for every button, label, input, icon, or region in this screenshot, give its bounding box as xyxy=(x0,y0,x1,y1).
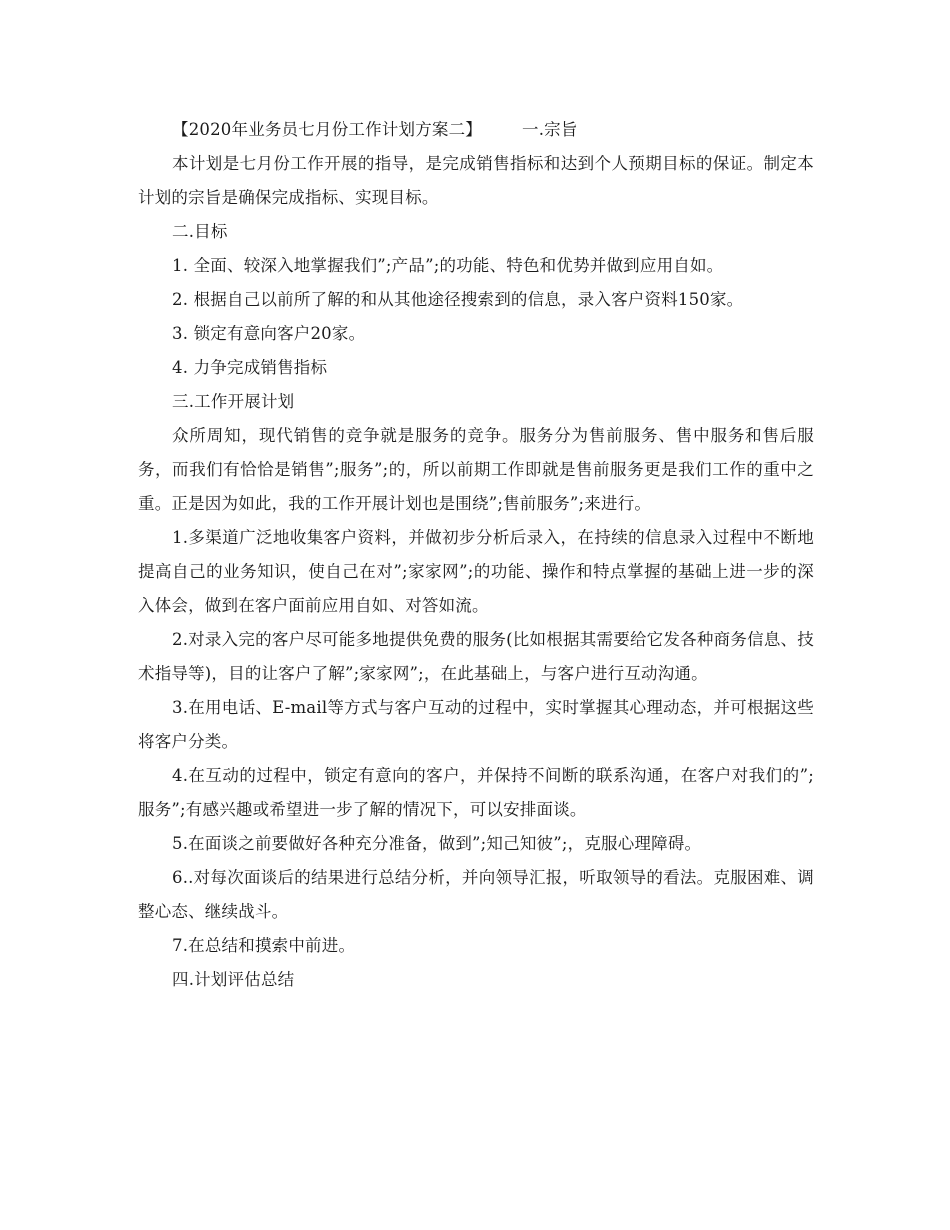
plan-item-2: 2.对录入完的客户尽可能多地提供免费的服务(比如根据其需要给它发各种商务信息、技术指导等)，目的让客户了解”;家家网”;，在此基础上，与客户进行互动沟通。 xyxy=(138,630,814,683)
section-heading-work-plan: 三.工作开展计划 xyxy=(172,392,295,411)
plan-item-4: 4.在互动的过程中，锁定有意向的客户，并保持不间断的联系沟通，在客户对我们的”;服务”;有感兴趣或希望进一步了解的情况下，可以安排面谈。 xyxy=(138,766,814,819)
plan-item-5: 5.在面谈之前要做好各种充分准备，做到”;知己知彼”;，克服心理障碍。 xyxy=(172,834,702,853)
section-heading-goals: 二.目标 xyxy=(172,222,228,241)
paragraph-work-plan-intro: 众所周知，现代销售的竞争就是服务的竞争。服务分为售前服务、售中服务和售后服务，而我们有恰恰是销售”;服务”;的，所以前期工作即就是售前服务更是我们工作的重中之重。正是因为如此，我的工作开展计划也是围绕”;售前服务”;来进行。 xyxy=(138,426,814,513)
goal-item-4: 4. 力争完成销售指标 xyxy=(172,358,328,377)
goal-item-1: 1. 全面、较深入地掌握我们”;产品”;的功能、特色和优势并做到应用自如。 xyxy=(172,256,724,275)
goal-item-3: 3. 锁定有意向客户20家。 xyxy=(172,324,366,343)
goal-item-2: 2. 根据自己以前所了解的和从其他途径搜索到的信息，录入客户资料150家。 xyxy=(172,290,744,309)
plan-item-3: 3.在用电话、E-mail等方式与客户互动的过程中，实时掌握其心理动态，并可根据这些将客户分类。 xyxy=(138,698,814,751)
document-page xyxy=(138,113,814,997)
section-heading-purpose: 一.宗旨 xyxy=(522,120,578,139)
plan-item-6: 6..对每次面谈后的结果进行总结分析，并向领导汇报，听取领导的看法。克服困难、调整心态、继续战斗。 xyxy=(138,868,814,921)
plan-item-7: 7.在总结和摸索中前进。 xyxy=(172,936,356,955)
paragraph-purpose: 本计划是七月份工作开展的指导，是完成销售指标和达到个人预期目标的保证。制定本计划的宗旨是确保完成指标、实现目标。 xyxy=(138,154,814,207)
document-title: 【2020年业务员七月份工作计划方案二】 xyxy=(172,120,482,139)
plan-item-1: 1.多渠道广泛地收集客户资料，并做初步分析后录入，在持续的信息录入过程中不断地提高自己的业务知识，使自己在对”;家家网”;的功能、操作和特点掌握的基础上进一步的深入体会，做到在客户面前应用自如、对答如流。 xyxy=(138,528,814,615)
title-line xyxy=(138,113,814,147)
section-heading-evaluation: 四.计划评估总结 xyxy=(172,970,295,989)
